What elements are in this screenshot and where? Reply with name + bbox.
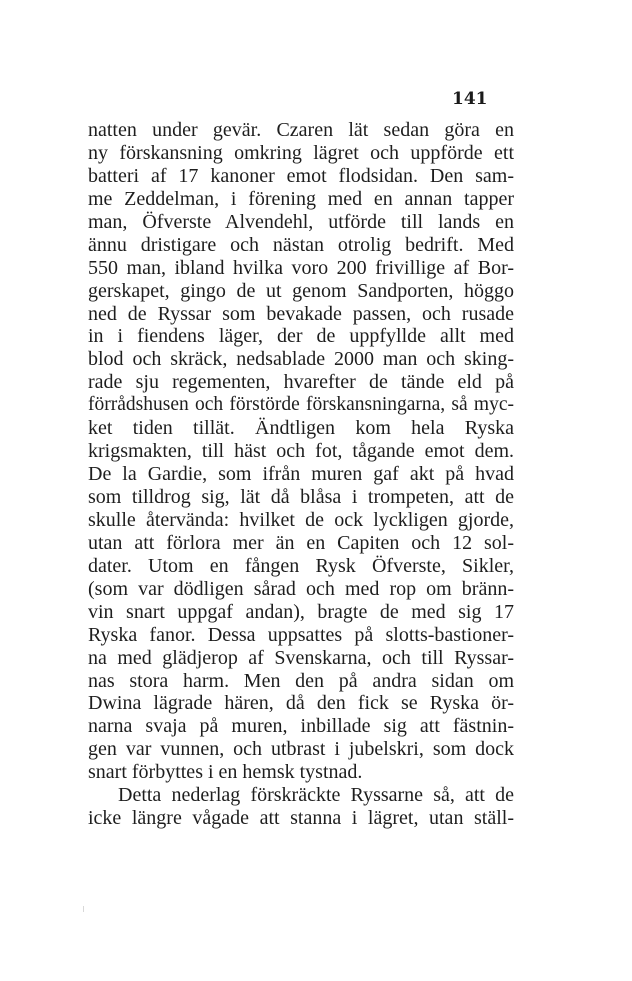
text-line: gen var vunnen, och utbrast i jubelskri, som dock <box>88 738 514 761</box>
text-line: na med glädjerop af Svenskarna, och till Ryssar- <box>88 646 514 669</box>
paragraph-last-line: snart förbyttes i en hemsk tystnad. <box>88 761 363 784</box>
text-line: som tilldrog sig, lät då blåsa i trompeten, att de <box>88 486 514 508</box>
text-line: vin snart uppgaf andan), bragte de med sig 17 <box>88 600 514 623</box>
text-line: rade sju regementen, hvarefter de tände eld på <box>88 371 514 394</box>
text-line: natten under gevär. Czaren lät sedan göra en <box>88 119 514 141</box>
text-line: man, Öfverste Alvendehl, utförde till lands en <box>88 210 514 233</box>
text-line: förrådshusen och förstörde förskansningarna, så myc- <box>88 394 514 416</box>
text-line: ännu dristigare och nästan otrolig bedrift. Med <box>88 233 514 256</box>
text-line: utan att förlora mer än en Capiten och 12 sol- <box>88 531 514 554</box>
text-line: dater. Utom en fången Rysk Öfverste, Sikler, <box>88 554 514 577</box>
text-line: ned de Ryssar som bevakade passen, och rusade <box>88 302 514 325</box>
paper-speck <box>83 906 84 912</box>
text-line: skulle återvända: hvilket de ock lyckligen gjorde, <box>88 508 514 531</box>
text-line: De la Gardie, som ifrån muren gaf akt på hvad <box>88 463 514 486</box>
text-line: nas stora harm. Men den på andra sidan om <box>88 669 514 692</box>
text-line: Ryska fanor. Dessa uppsattes på slotts-bastioner- <box>88 623 514 646</box>
text-line: krigsmakten, till häst och fot, tågande emot dem. <box>88 440 514 463</box>
text-line: 550 man, ibland hvilka voro 200 frivillige af Bor- <box>88 256 514 279</box>
page-number: 141 <box>452 89 488 109</box>
text-line: ny förskansning omkring lägret och uppförde ett <box>88 141 514 164</box>
text-line: batteri af 17 kanoner emot flodsidan. Den sam- <box>88 164 514 187</box>
text-line: in i fiendens läger, der de uppfyllde allt med <box>88 325 514 348</box>
text-line: blod och skräck, nedsablade 2000 man och sking- <box>88 348 514 371</box>
text-line: Dwina lägrade hären, då den fick se Ryska ör- <box>88 692 514 715</box>
text-line: icke längre vågade att stanna i lägret, utan ställ- <box>88 807 514 830</box>
text-line: (som var dödligen sårad och med rop om bränn- <box>88 577 514 600</box>
text-line: gerskapet, gingo de ut genom Sandporten, höggo <box>88 279 514 302</box>
paragraph-first-line: Detta nederlag förskräckte Ryssarne så, att de <box>118 784 514 807</box>
text-line: narna svaja på muren, inbillade sig att fästnin- <box>88 715 514 738</box>
text-line: me Zeddelman, i förening med en annan tapper <box>88 187 514 210</box>
body-text <box>88 119 514 830</box>
text-line: ket tiden tillät. Ändtligen kom hela Ryska <box>88 417 514 440</box>
